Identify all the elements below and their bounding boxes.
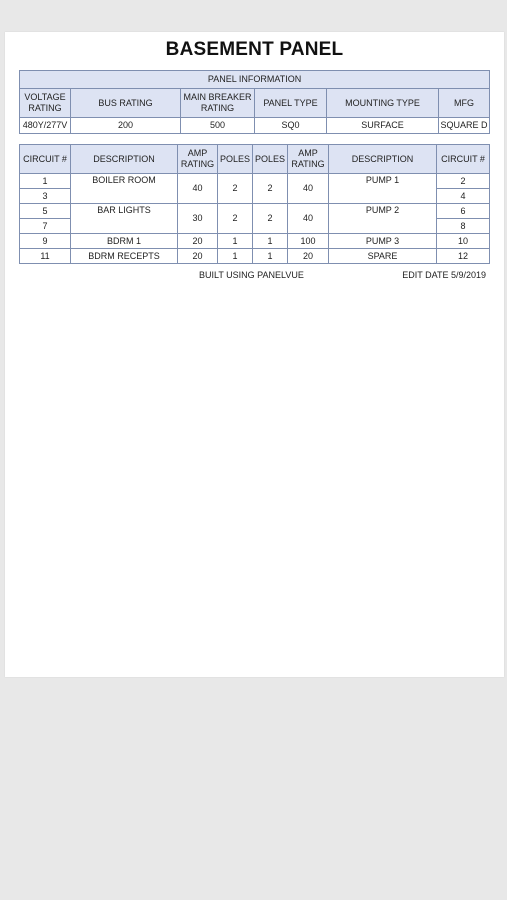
amp-rating: 20 — [178, 249, 218, 264]
panel-information-table — [19, 70, 490, 134]
amp-rating: 20 — [288, 249, 329, 264]
mfg-header: MFG — [439, 89, 490, 118]
poles: 1 — [253, 234, 288, 249]
panel-information-heading: PANEL INFORMATION — [20, 71, 490, 89]
table-row — [20, 204, 490, 219]
voltage-rating-header: VOLTAGE RATING — [20, 89, 71, 118]
voltage-rating-value: 480Y/277V — [20, 118, 71, 134]
poles: 2 — [218, 174, 253, 204]
panel-type-value: SQ0 — [255, 118, 327, 134]
table-row — [20, 234, 490, 249]
table-row — [20, 174, 490, 189]
main-breaker-rating-header: MAIN BREAKER RATING — [181, 89, 255, 118]
circuit-number: 12 — [437, 249, 490, 264]
amp-rating: 30 — [178, 204, 218, 234]
amp-rating: 20 — [178, 234, 218, 249]
circuit-number: 1 — [20, 174, 71, 189]
poles: 2 — [253, 204, 288, 234]
circuit-schedule-table — [19, 144, 490, 264]
poles: 1 — [218, 249, 253, 264]
circuit-number: 4 — [437, 189, 490, 204]
bus-rating-value: 200 — [71, 118, 181, 134]
circuit-description: BDRM RECEPTS — [71, 249, 178, 264]
amp-rating: 40 — [178, 174, 218, 204]
circuit-description: PUMP 1 — [329, 174, 437, 204]
right-amp-rating-header: AMP RATING — [288, 145, 329, 174]
edit-date: EDIT DATE 5/9/2019 — [402, 270, 486, 280]
circuit-description: BOILER ROOM — [71, 174, 178, 204]
poles: 2 — [253, 174, 288, 204]
built-using-note: BUILT USING PANELVUE — [199, 270, 304, 280]
right-circuit-header: CIRCUIT # — [437, 145, 490, 174]
mounting-type-header: MOUNTING TYPE — [327, 89, 439, 118]
circuit-number: 11 — [20, 249, 71, 264]
circuit-number: 10 — [437, 234, 490, 249]
circuit-description: BAR LIGHTS — [71, 204, 178, 234]
mounting-type-value: SURFACE — [327, 118, 439, 134]
circuit-number: 7 — [20, 219, 71, 234]
left-amp-rating-header: AMP RATING — [178, 145, 218, 174]
circuit-number: 9 — [20, 234, 71, 249]
circuit-description: BDRM 1 — [71, 234, 178, 249]
circuit-description: SPARE — [329, 249, 437, 264]
left-circuit-header: CIRCUIT # — [20, 145, 71, 174]
left-description-header: DESCRIPTION — [71, 145, 178, 174]
circuit-description: PUMP 2 — [329, 204, 437, 234]
table-row — [20, 249, 490, 264]
amp-rating: 40 — [288, 174, 329, 204]
amp-rating: 40 — [288, 204, 329, 234]
page-title: BASEMENT PANEL — [165, 39, 344, 60]
document-page — [5, 32, 504, 677]
poles: 1 — [218, 234, 253, 249]
panel-type-header: PANEL TYPE — [255, 89, 327, 118]
circuit-description: PUMP 3 — [329, 234, 437, 249]
mfg-value: SQUARE D — [439, 118, 490, 134]
poles: 2 — [218, 204, 253, 234]
circuit-number: 2 — [437, 174, 490, 189]
poles: 1 — [253, 249, 288, 264]
main-breaker-rating-value: 500 — [181, 118, 255, 134]
left-poles-header: POLES — [218, 145, 253, 174]
circuit-number: 6 — [437, 204, 490, 219]
circuit-number: 8 — [437, 219, 490, 234]
bus-rating-header: BUS RATING — [71, 89, 181, 118]
right-poles-header: POLES — [253, 145, 288, 174]
right-description-header: DESCRIPTION — [329, 145, 437, 174]
circuit-number: 3 — [20, 189, 71, 204]
amp-rating: 100 — [288, 234, 329, 249]
circuit-number: 5 — [20, 204, 71, 219]
